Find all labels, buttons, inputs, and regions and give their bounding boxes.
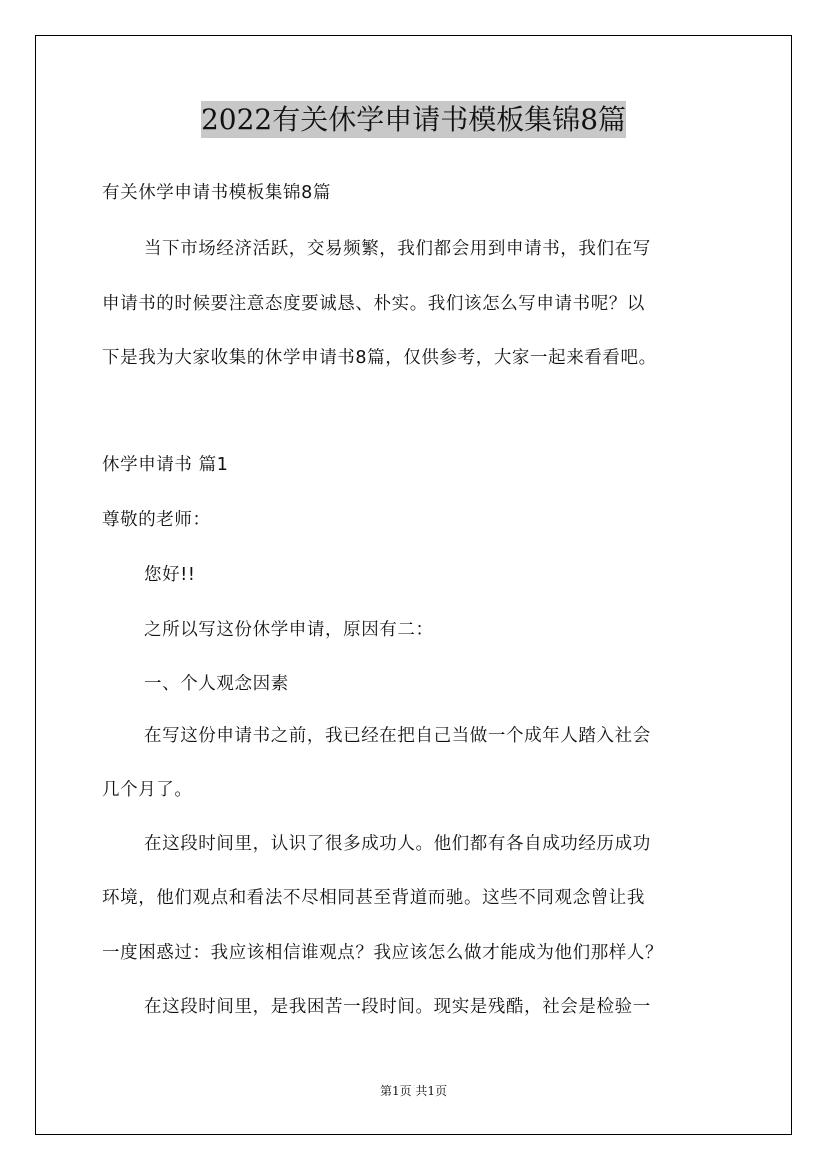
document-title	[0, 98, 827, 142]
body-line: 几个月了。	[102, 780, 193, 800]
body-line: 在这段时间里，是我困苦一段时间。现实是残酷，社会是检验一	[144, 997, 651, 1017]
body-line: 一度困惑过：我应该相信谁观点？我应该怎么做才能成为他们那样人？	[102, 943, 664, 963]
body-line: 在这段时间里，认识了很多成功人。他们都有各自成功经历成功	[144, 834, 651, 854]
document-title-text: 2022有关休学申请书模板集锦8篇	[200, 103, 627, 136]
section-heading: 休学申请书 篇1	[102, 455, 229, 475]
body-line: 一、个人观念因素	[144, 674, 289, 694]
salutation: 尊敬的老师：	[102, 510, 211, 530]
body-line: 环境，他们观点和看法不尽相同甚至背道而驰。这些不同观念曾让我	[102, 888, 645, 908]
greeting: 您好!!	[144, 565, 196, 585]
page-footer: 第1页 共1页	[379, 1084, 448, 1098]
body-line: 在写这份申请书之前，我已经在把自己当做一个成年人踏入社会	[144, 726, 651, 746]
intro-paragraph-line: 当下市场经济活跃，交易频繁，我们都会用到申请书，我们在写	[144, 239, 651, 259]
body-line: 之所以写这份休学申请，原因有二：	[144, 620, 434, 640]
subtitle-line: 有关休学申请书模板集锦8篇	[102, 183, 331, 203]
intro-paragraph-line: 申请书的时候要注意态度要诚恳、朴实。我们该怎么写申请书呢？以	[102, 294, 645, 314]
intro-paragraph-line: 下是我为大家收集的休学申请书8篇，仅供参考，大家一起来看看吧。	[102, 348, 657, 368]
